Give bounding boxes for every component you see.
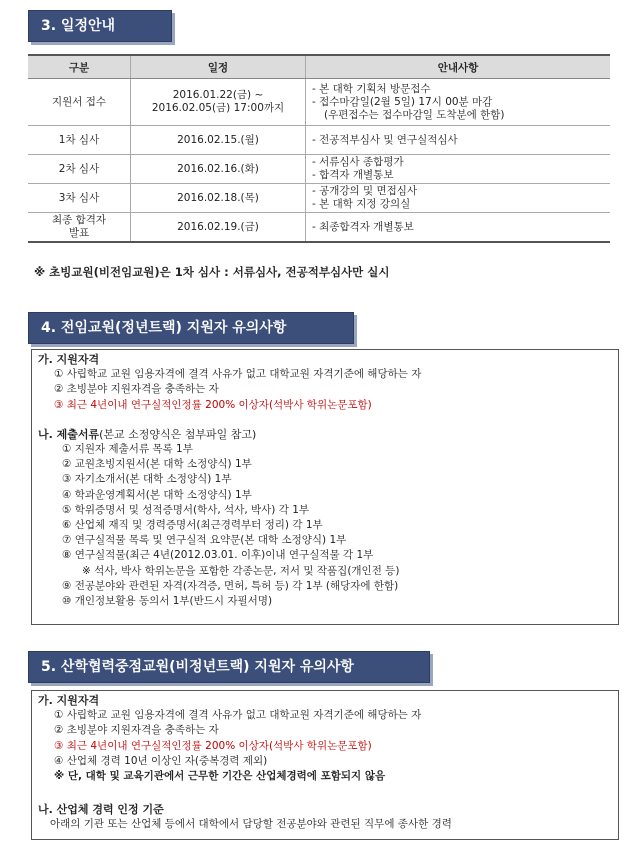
desc-line: - 접수마감일(2월 5일) 17시 00분 마감	[312, 95, 493, 108]
table-row	[28, 79, 610, 126]
row-category: 지원서 접수	[28, 79, 131, 126]
section-4-title: 4. 전임교원(정년트랙) 지원자 유의사항	[28, 312, 354, 344]
row-date: 2016.02.16.(화)	[131, 155, 306, 184]
section-5-box	[31, 690, 619, 840]
list-subnote: ※ 석사, 박사 학위논문을 포함한 각종논문, 저서 및 작품집(개인전 등)	[82, 564, 400, 577]
documents-title-text: 나. 제출서류	[38, 427, 100, 441]
section-4-box	[31, 349, 619, 625]
desc-line: - 서류심사 종합평가	[312, 156, 404, 168]
list-item: ⑩ 개인정보활용 동의서 1부(반드시 자필서명)	[62, 595, 273, 608]
desc-line: - 공개강의 및 면접심사	[312, 185, 418, 197]
table-row	[28, 184, 610, 213]
list-item: ② 초빙분야 지원자격을 충족하는 자	[54, 724, 219, 737]
row-date	[131, 79, 306, 126]
desc-line: - 본 대학 기획처 방문접수	[312, 82, 431, 95]
row-desc: - 전공적부심사 및 연구실적심사	[306, 126, 611, 155]
list-item: ⑥ 산업체 재직 및 경력증명서(최근경력부터 정리) 각 1부	[62, 519, 323, 532]
career-criteria-text: 아래의 기관 또는 산업체 등에서 대학에서 담당할 전공분야와 관련된 직무에 종사한 경력	[50, 818, 452, 831]
list-item: ④ 산업체 경력 10년 이상인 자(중복경력 제외)	[54, 754, 268, 767]
row-desc	[306, 155, 611, 184]
row-category: 2차 심사	[28, 155, 131, 184]
list-item: ③ 자기소개서(본 대학 소정양식) 1부	[62, 473, 232, 486]
row-category	[28, 213, 131, 243]
section-3-title: 3. 일정안내	[28, 10, 172, 42]
date-line: 2016.02.05(금) 17:00까지	[151, 102, 285, 114]
qualification-note: ※ 단, 대학 및 교육기관에서 근무한 기간은 산업체경력에 포함되지 않음	[54, 770, 386, 783]
date-line: 2016.01.22(금) ~	[172, 89, 264, 101]
schedule-note: ※ 초빙교원(비전임교원)은 1차 심사 : 서류심사, 전공적부심사만 실시	[34, 265, 390, 279]
row-desc	[306, 184, 611, 213]
documents-title	[38, 427, 612, 442]
header-guide: 안내사항	[306, 55, 611, 79]
list-item: ① 사립학교 교원 임용자격에 결격 사유가 없고 대학교원 자격기준에 해당하는 자	[54, 709, 422, 722]
row-desc: - 최종합격자 개별통보	[306, 213, 611, 243]
table-row	[28, 155, 610, 184]
desc-line: - 본 대학 지정 강의실	[312, 198, 411, 210]
row-desc	[306, 79, 611, 126]
table-row	[28, 213, 610, 243]
section-5-title: 5. 산학협력중점교원(비정년트랙) 지원자 유의사항	[28, 651, 430, 683]
desc-line: (우편접수는 접수마감일 도착분에 한함)	[324, 108, 505, 121]
row-date: 2016.02.15.(월)	[131, 126, 306, 155]
list-item: ⑤ 학위증명서 및 성적증명서(학사, 석사, 박사) 각 1부	[62, 503, 310, 516]
qualification-title: 가. 지원자격	[38, 353, 100, 366]
list-item-highlight: ③ 최근 4년이내 연구실적인정률 200% 이상자(석박사 학위논문포함)	[54, 398, 372, 411]
schedule-table	[28, 54, 610, 243]
category-line: 최종 합격자	[51, 214, 107, 226]
list-item: ④ 학과운영계획서(본 대학 소정양식) 1부	[62, 488, 252, 501]
list-item: ② 교원초빙지원서(본 대학 소정양식) 1부	[62, 458, 252, 471]
list-item: ⑨ 전공분야와 관련된 자격(자격증, 면허, 특허 등) 각 1부 (해당자에 한함)	[62, 579, 399, 592]
qualification-title: 가. 지원자격	[38, 694, 100, 707]
list-item: ⑧ 연구실적물(최근 4년(2012.03.01. 이후)이내 연구실적물 각 1부	[62, 549, 374, 562]
header-category: 구분	[28, 55, 131, 79]
career-criteria-title: 나. 산업체 경력 인정 기준	[38, 803, 164, 817]
list-item: ② 초빙분야 지원자격을 충족하는 자	[54, 383, 219, 396]
documents-subtitle: (본교 소정양식은 첨부파일 참고)	[99, 427, 257, 441]
table-row	[28, 126, 610, 155]
table-header-row	[28, 55, 610, 79]
row-category: 3차 심사	[28, 184, 131, 213]
row-category: 1차 심사	[28, 126, 131, 155]
list-item: ⑦ 연구실적물 목록 및 연구실적 요약문(본 대학 소정양식) 1부	[62, 534, 347, 547]
row-date: 2016.02.18.(목)	[131, 184, 306, 213]
row-date: 2016.02.19.(금)	[131, 213, 306, 243]
header-schedule: 일정	[131, 55, 306, 79]
list-item: ① 지원자 제출서류 목록 1부	[62, 443, 193, 456]
desc-line: - 합격자 개별통보	[312, 169, 394, 181]
category-line: 발표	[68, 227, 90, 239]
list-item: ① 사립학교 교원 임용자격에 결격 사유가 없고 대학교원 자격기준에 해당하는 자	[54, 368, 422, 381]
list-item-highlight: ③ 최근 4년이내 연구실적인정률 200% 이상자(석박사 학위논문포함)	[54, 739, 372, 752]
